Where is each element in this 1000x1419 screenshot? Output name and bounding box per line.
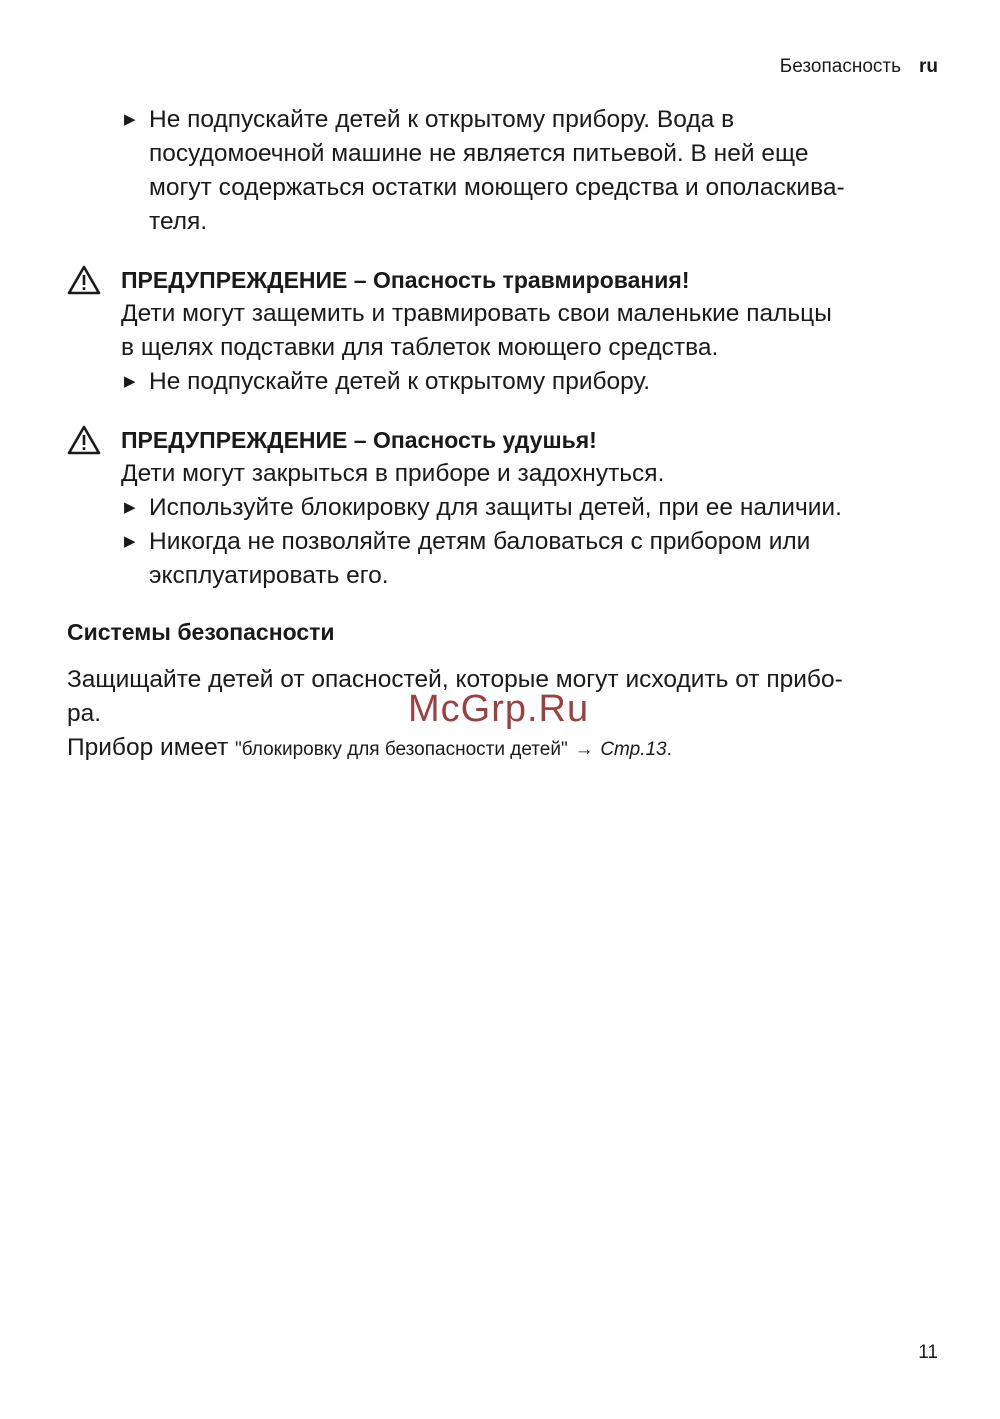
- warning-bullet: [121, 365, 947, 399]
- arrow-right-icon: →: [574, 739, 594, 760]
- section-heading: Системы безопасности: [67, 619, 335, 645]
- bullet-line: Используйте блокировку для защиты детей, при ее наличии.: [149, 494, 842, 521]
- device-line-suffix: .: [666, 739, 672, 760]
- warning-bullet: [121, 491, 947, 525]
- warning-injury: [67, 263, 947, 399]
- warning-text-line: Дети могут закрыться в приборе и задохнуться.: [121, 460, 665, 487]
- page-reference-link[interactable]: Стр.13: [600, 739, 667, 760]
- watermark-logo: McGrp.Ru: [408, 688, 590, 730]
- device-line-prefix: Прибор имеет: [67, 734, 236, 761]
- header-language-code: ru: [919, 56, 938, 77]
- bullet-line: могут содержаться остатки моющего средства и ополаскива-: [149, 174, 845, 201]
- bullet-line: посудомоечной машине не является питьевой. В ней еще: [149, 140, 809, 167]
- warning-bullet: [121, 525, 947, 593]
- page-number: 11: [918, 1342, 938, 1363]
- header-section-title: Безопасность: [779, 56, 901, 77]
- running-header: [780, 56, 938, 78]
- warning-triangle-icon: [67, 265, 101, 295]
- bullet-arrow-icon: ▶: [124, 373, 136, 390]
- bullet-line: Не подпускайте детей к открытому прибору. Вода в: [149, 106, 735, 133]
- device-line: [67, 731, 947, 767]
- bullet-line: Никогда не позволяйте детям баловаться с прибором или: [149, 528, 811, 555]
- paragraph-line: Защищайте детей от опасностей, которые могут исходить от прибо-: [67, 666, 843, 693]
- page-content: [67, 103, 947, 767]
- bullet-arrow-icon: ▶: [124, 499, 136, 516]
- warning-suffocation: [67, 423, 947, 593]
- bullet-line: Не подпускайте детей к открытому прибору.: [149, 368, 651, 395]
- warning-title: ПРЕДУПРЕЖДЕНИЕ – Опасность удушья!: [121, 427, 597, 453]
- warning-triangle-icon: [67, 425, 101, 455]
- bullet-arrow-icon: ▶: [124, 111, 136, 128]
- bullet-line: эксплуатировать его.: [149, 562, 389, 589]
- warning-text-line: Дети могут защемить и травмировать свои маленькие пальцы: [121, 300, 832, 327]
- paragraph-line: ра.: [67, 700, 102, 727]
- warning-title: ПРЕДУПРЕЖДЕНИЕ – Опасность травмирования!: [121, 267, 690, 293]
- intro-bullet: [67, 103, 947, 239]
- child-lock-link[interactable]: "блокировку для безопасности детей": [235, 739, 568, 760]
- bullet-arrow-icon: ▶: [124, 533, 136, 550]
- warning-text-line: в щелях подставки для таблеток моющего средства.: [121, 334, 719, 361]
- bullet-line: теля.: [149, 208, 208, 235]
